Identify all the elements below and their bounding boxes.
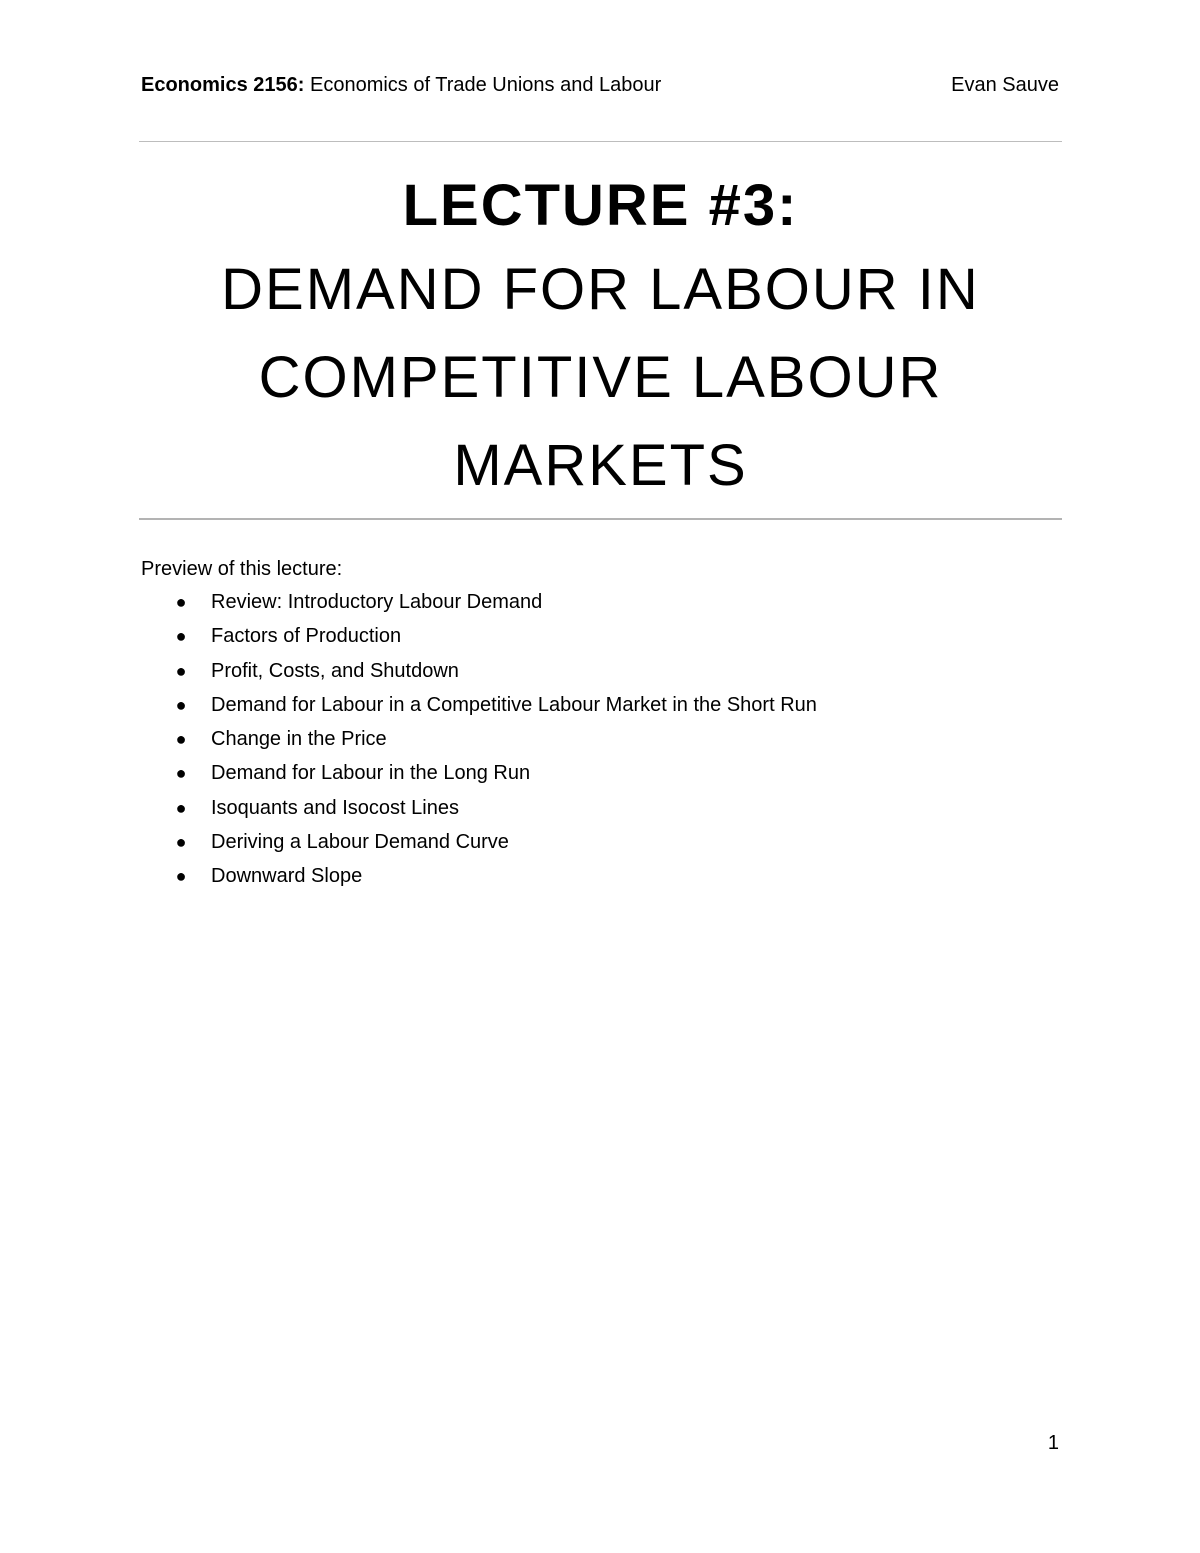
list-item-text: Factors of Production xyxy=(211,625,402,648)
header-course-name: Economics of Trade Unions and Labour xyxy=(304,74,662,96)
list-item xyxy=(141,722,1061,756)
bullet-icon: ● xyxy=(175,866,187,887)
bullet-icon: ● xyxy=(175,797,187,818)
bullet-icon: ● xyxy=(175,694,187,715)
list-item xyxy=(141,619,1061,653)
header-course xyxy=(141,70,661,100)
list-item-text: Profit, Costs, and Shutdown xyxy=(211,659,459,682)
list-item-text: Change in the Price xyxy=(211,728,387,751)
list-item xyxy=(141,688,1061,722)
lecture-number: LECTURE #3: xyxy=(402,173,799,238)
list-item xyxy=(141,756,1061,790)
list-item-text: Review: Introductory Labour Demand xyxy=(211,591,543,613)
preview-list xyxy=(141,585,1061,894)
list-item xyxy=(141,654,1061,688)
list-item-text: Deriving a Labour Demand Curve xyxy=(211,831,509,854)
header-course-code: Economics 2156: xyxy=(141,74,305,96)
bullet-icon: ● xyxy=(175,592,187,612)
list-item xyxy=(141,791,1061,825)
bullet-icon: ● xyxy=(175,763,187,784)
list-item xyxy=(141,859,1061,893)
lecture-title xyxy=(139,166,1062,510)
lecture-preview xyxy=(141,553,1061,894)
bullet-icon: ● xyxy=(175,626,187,647)
list-item-text: Isoquants and Isocost Lines xyxy=(211,796,459,819)
bullet-icon: ● xyxy=(175,660,187,681)
bullet-icon: ● xyxy=(175,832,187,853)
list-item-text: Downward Slope xyxy=(211,865,363,888)
lecture-topic: DEMAND FOR LABOUR IN COMPETITIVE LABOUR MARKETS xyxy=(221,257,980,498)
header-divider xyxy=(139,141,1062,142)
list-item xyxy=(141,585,1061,619)
preview-heading: Preview of this lecture: xyxy=(141,558,343,580)
header-author: Evan Sauve xyxy=(951,74,1059,96)
page-number: 1 xyxy=(1047,1432,1059,1454)
list-item xyxy=(141,825,1061,859)
list-item-text: Demand for Labour in the Long Run xyxy=(211,762,531,785)
title-divider xyxy=(139,518,1062,520)
list-item-text: Demand for Labour in a Competitive Labour Market in the Short Run xyxy=(211,693,817,716)
bullet-icon: ● xyxy=(175,729,187,750)
running-header xyxy=(141,70,1059,100)
